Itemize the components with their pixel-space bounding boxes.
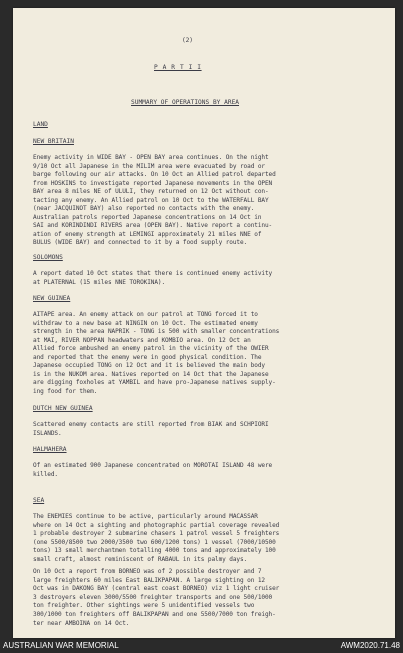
body-line: 9/10 Oct all Japanese in the MILIM area were evacuated by road or bbox=[33, 162, 265, 170]
body-line: 300/1000 ton freighters off BALIKPAPAN and one 5500/7000 ton freigh- bbox=[33, 611, 276, 619]
body-line: at PLATERNAL (15 miles NNE TOROKINA). bbox=[33, 278, 166, 286]
section-heading-halmahera: HALMAHERA bbox=[33, 446, 67, 453]
body-line: at MAI, RIVER NOPPAN headwaters and KOMBIO area. On 12 Oct an bbox=[33, 336, 251, 344]
body-line: ter near AMBOINA on 14 Oct. bbox=[33, 619, 130, 627]
section-heading-new-guinea: NEW GUINEA bbox=[33, 295, 71, 302]
body-line: Scattered enemy contacts are still reported from BIAK and SCHPIORI bbox=[33, 421, 269, 428]
document-page bbox=[13, 8, 395, 638]
footer-institution: AUSTRALIAN WAR MEMORIAL bbox=[3, 641, 119, 650]
body-line: SAI and KORINDINDI RIVERS area (OPEN BAY). Native report a continu- bbox=[33, 222, 273, 230]
body-line: large freighters 60 miles East BALIKPAPAN. A large sighting on 12 bbox=[33, 576, 265, 584]
section-body-new-britain bbox=[33, 154, 383, 248]
body-line: BULUS (WIDE BAY) and connected to it by a food supply route. bbox=[33, 239, 248, 247]
land-heading: LAND bbox=[33, 121, 48, 128]
body-line: 1 probable destroyer 2 submarine chasers 1 patrol vessel 5 freighters bbox=[33, 530, 280, 538]
body-line: killed. bbox=[33, 470, 58, 478]
body-line: The ENEMIES continue to be active, particularly around MACASSAR bbox=[33, 513, 258, 520]
body-line: barge following our air attacks. On 10 Oct an Allied patrol departed bbox=[33, 171, 276, 179]
footer-catalogue-number: AWM2020.71.48 bbox=[340, 641, 400, 650]
body-line: Japanese occupied TONG on 12 Oct and it is believed the main body bbox=[33, 362, 265, 370]
body-line: where on 14 Oct a sighting and photographic partial coverage revealed bbox=[33, 521, 280, 529]
part-title: P A R T I I bbox=[154, 64, 202, 71]
section-heading-solomons: SOLOMONS bbox=[33, 254, 63, 261]
body-line: and reported that the enemy were in good physical condition. The bbox=[33, 353, 262, 361]
body-line: ation of enemy strength at LEMINGI approximately 21 miles NNE of bbox=[33, 230, 262, 238]
body-line: (near JACQUINOT BAY) also reported no contacts with the enemy. bbox=[33, 205, 255, 213]
body-line: from HOSKINS to investigate reported Japanese movements in the OPEN bbox=[33, 179, 273, 187]
section-heading-dutch-new-guinea: DUTCH NEW GUINEA bbox=[33, 405, 93, 412]
body-line: Oct was in DAKONG BAY (central east coast BORNEO) viz 1 light cruiser bbox=[33, 585, 280, 593]
body-line: Allied force ambushed an enemy patrol in the vicinity of the OWIER bbox=[33, 345, 269, 353]
body-line: strength in the area NAPRIK - TONG is 500 with smaller concentrations bbox=[33, 328, 280, 336]
body-line: tons) 13 small merchantmen totalling 4000 tons and approximately 100 bbox=[33, 547, 276, 555]
body-line: Of an estimated 900 Japanese concentrated on MOROTAI ISLAND 48 were bbox=[33, 462, 273, 469]
body-line: small craft, almost reminiscent of RABAUL in its palmy days. bbox=[33, 555, 248, 563]
body-line: is in the NUKOM area. Natives reported on 14 Oct that the Japanese bbox=[33, 370, 269, 378]
body-line: 3 destroyers eleven 3000/5500 freighter transports and one 500/1000 bbox=[33, 593, 273, 601]
body-line: tacting any enemy. An Allied patrol on 10 Oct to the WATERFALL BAY bbox=[33, 196, 269, 204]
section-body-solomons bbox=[33, 270, 383, 287]
body-line: AITAPE area. An enemy attack on our patrol at TONG forced it to bbox=[33, 311, 258, 318]
body-line: ing food for them. bbox=[33, 387, 98, 395]
body-line: ton freighter. Other sightings were 5 unidentified vessels two bbox=[33, 602, 255, 610]
section-body-new-guinea bbox=[33, 311, 383, 396]
page-number: (2) bbox=[182, 37, 193, 44]
section-heading-sea: SEA bbox=[33, 497, 45, 504]
body-line: BAY area 8 miles NE of ULULI, they returned on 12 Oct without con- bbox=[33, 188, 269, 196]
section-body-halmahera bbox=[33, 462, 383, 479]
section-body-dutch-new-guinea bbox=[33, 421, 383, 438]
section-body-sea bbox=[33, 513, 383, 628]
archive-footer bbox=[0, 640, 403, 653]
summary-title: SUMMARY OF OPERATIONS BY AREA bbox=[131, 99, 240, 106]
body-line: are digging foxholes at YAMBIL and have pro-Japanese natives supply- bbox=[33, 379, 276, 387]
body-line: Enemy activity in WIDE BAY - OPEN BAY area continues. On the night bbox=[33, 154, 269, 161]
body-line: A report dated 10 Oct states that there is continued enemy activity bbox=[33, 270, 273, 277]
body-line: Australian patrols reported Japanese concentrations on 14 Oct in bbox=[33, 213, 262, 221]
body-line: (one 5500/8500 two 2000/3500 two 600/1200 tons) 1 vessel (7000/10500 bbox=[33, 538, 276, 546]
body-line: On 10 Oct a report from BORNEO was of 2 possible destroyer and 7 bbox=[33, 568, 262, 576]
body-line: ISLANDS. bbox=[33, 429, 62, 437]
section-heading-new-britain: NEW BRITAIN bbox=[33, 138, 74, 145]
body-line: withdraw to a new base at NINGIN on 10 Oct. The estimated enemy bbox=[33, 319, 258, 327]
